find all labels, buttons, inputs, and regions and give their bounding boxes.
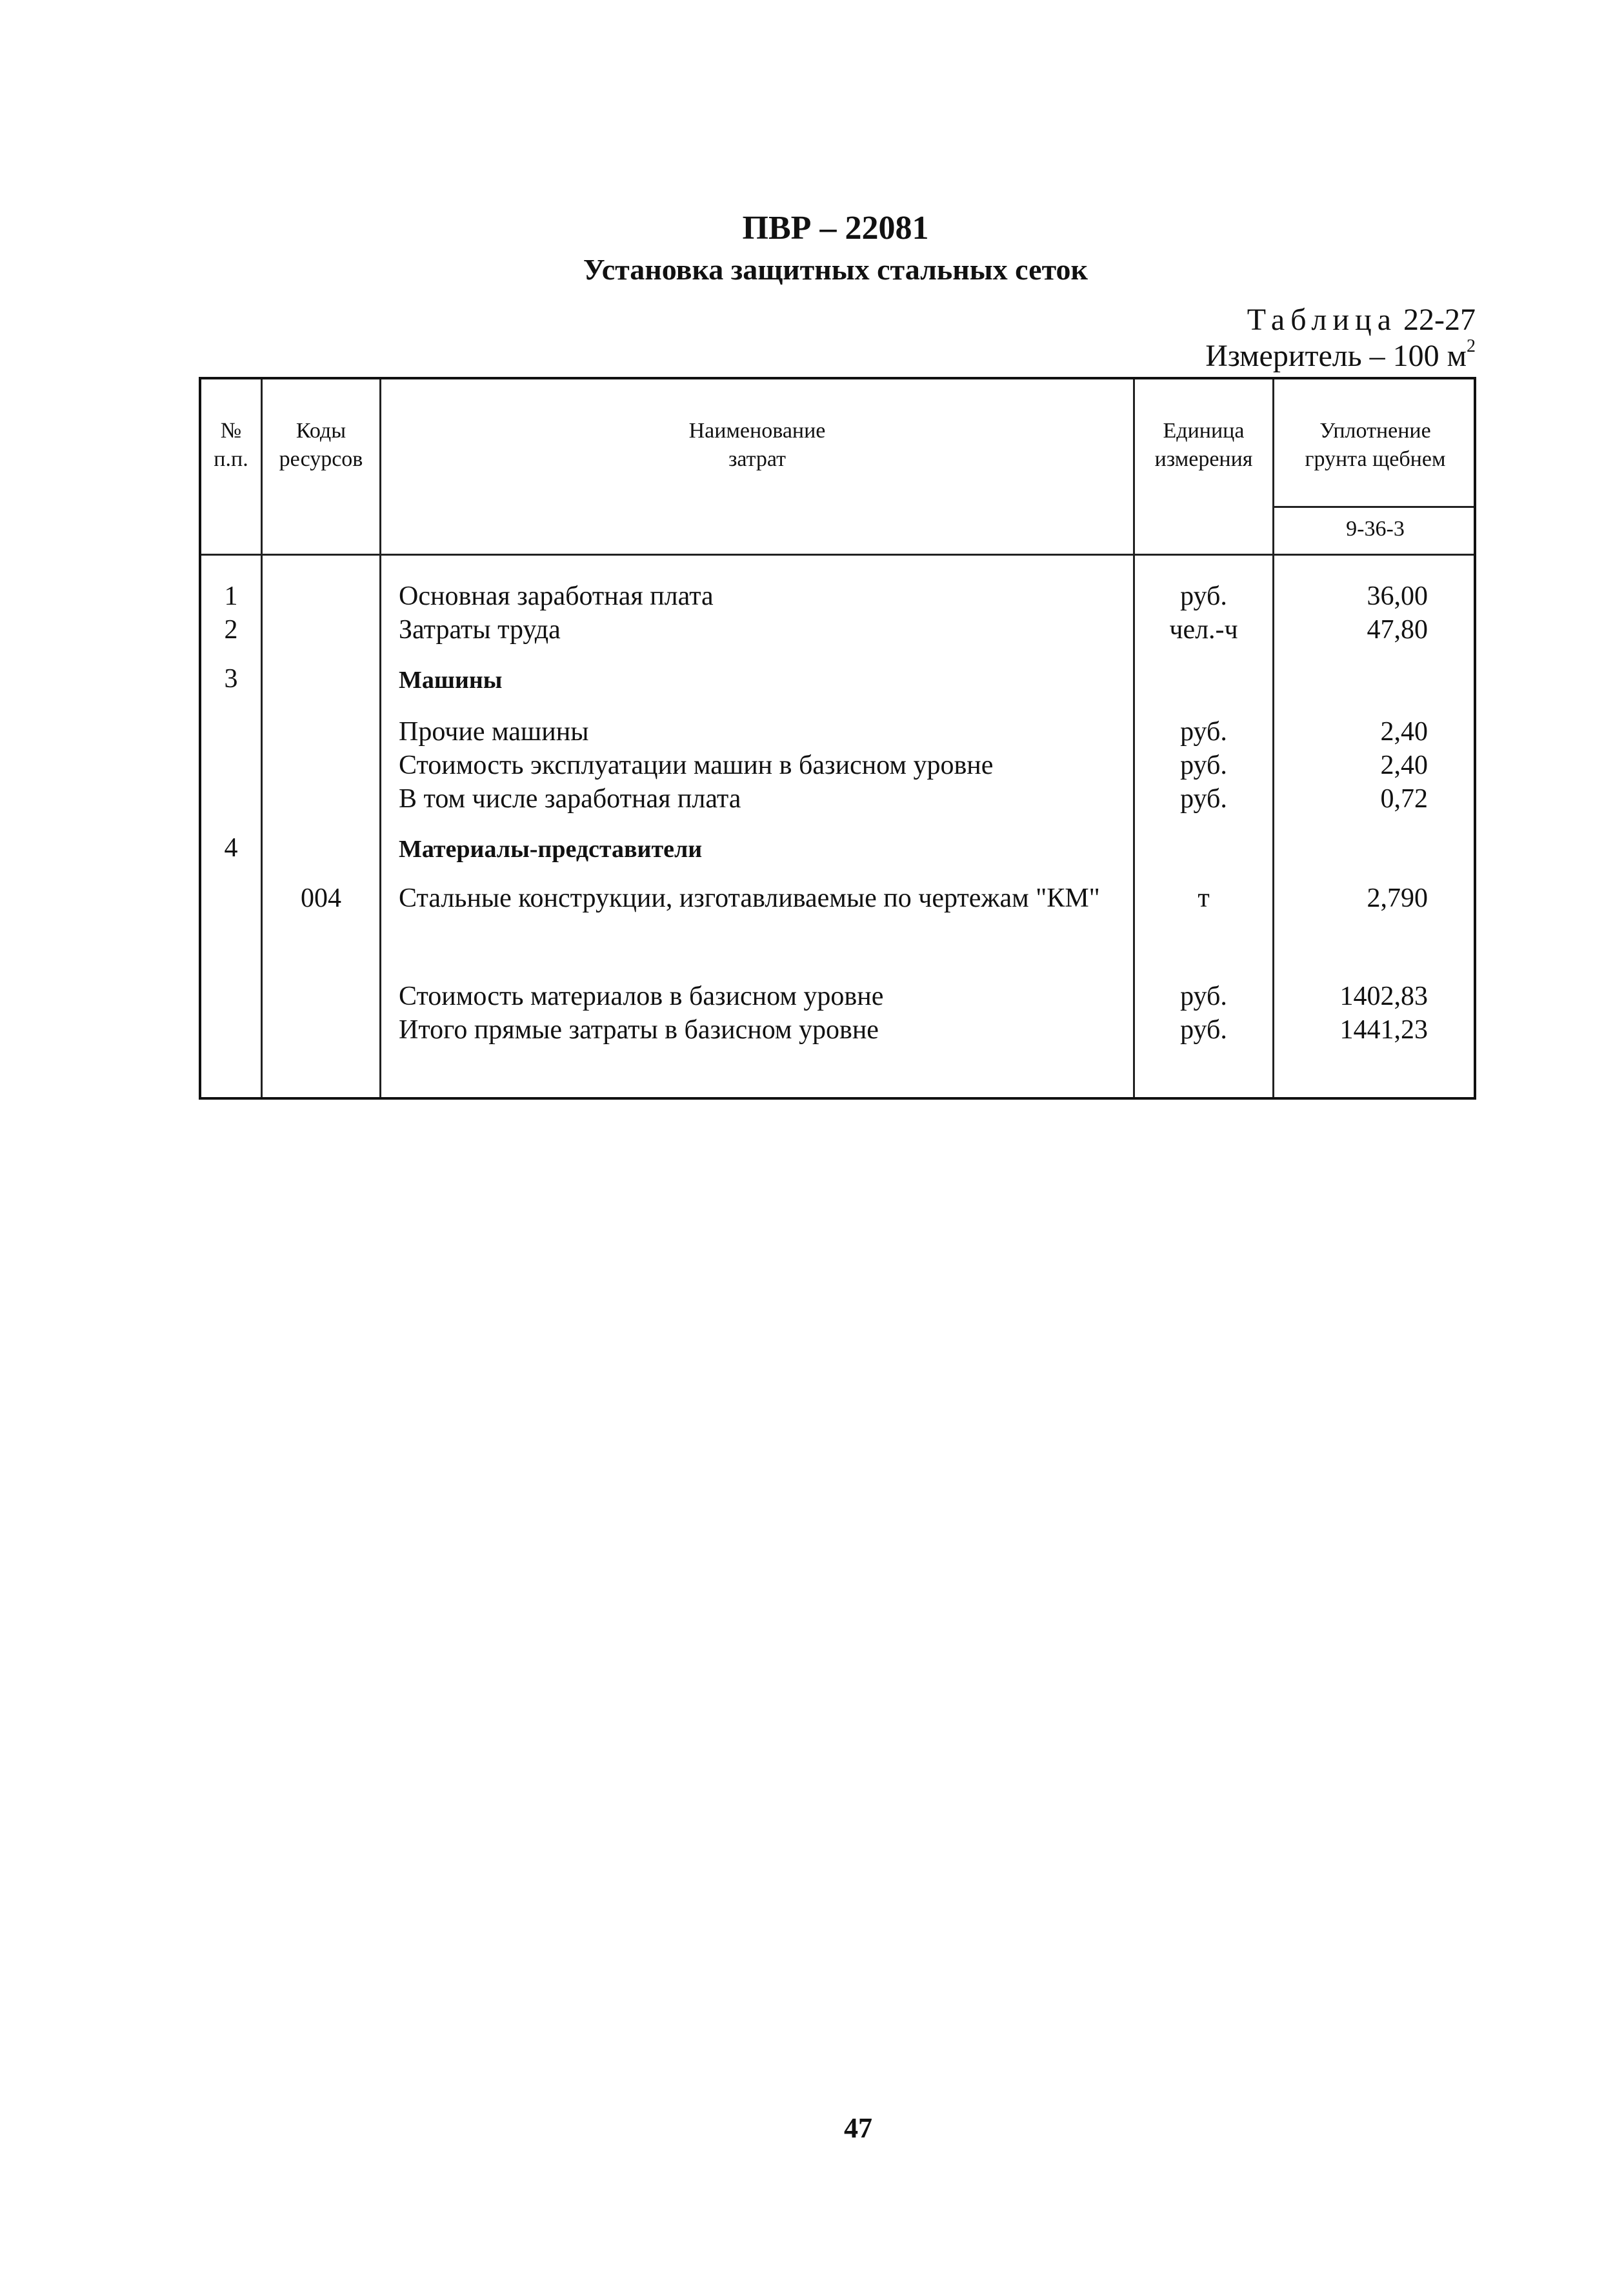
header-work: Уплотнение грунта щебнем	[1305, 419, 1446, 471]
document-title: Установка защитных стальных сеток	[583, 253, 1088, 286]
row-value: 47,80	[1367, 615, 1428, 645]
row-name: Стоимость эксплуатации машин в базисном уровне	[399, 751, 994, 780]
work-code-divider	[1272, 506, 1474, 508]
row-unit: чел.-ч	[1169, 615, 1238, 645]
row-unit: руб.	[1180, 1015, 1227, 1045]
column-divider	[379, 379, 381, 1097]
row-value: 2,790	[1367, 883, 1428, 913]
table-word: Таблица	[1247, 303, 1398, 337]
row-unit: руб.	[1180, 982, 1227, 1011]
row-value: 36,00	[1367, 581, 1428, 611]
row-number: 3	[224, 664, 238, 694]
row-unit: руб.	[1180, 581, 1227, 611]
header-work-code: 9-36-3	[1346, 517, 1405, 541]
row-value: 1441,23	[1339, 1015, 1428, 1045]
measure-power: 2	[1467, 336, 1476, 356]
row-unit: руб.	[1180, 751, 1227, 780]
row-number: 2	[224, 615, 238, 645]
section-heading: Машины	[399, 667, 503, 694]
row-number: 4	[224, 833, 238, 863]
row-unit: руб.	[1180, 784, 1227, 814]
header-bottom-line	[201, 554, 1474, 556]
row-value: 2,40	[1380, 717, 1428, 747]
measure-label: Измеритель – 100 м	[1205, 339, 1467, 373]
table-caption	[1205, 302, 1476, 374]
row-name: Прочие машины	[399, 717, 589, 747]
row-unit: руб.	[1180, 717, 1227, 747]
row-name: Стоимость материалов в базисном уровне	[399, 982, 884, 1011]
row-value: 1402,83	[1339, 982, 1428, 1011]
header-num: № п.п.	[214, 419, 248, 471]
section-heading: Материалы-представители	[399, 836, 703, 863]
row-name: В том числе заработная плата	[399, 784, 741, 814]
header-codes: Коды ресурсов	[279, 419, 363, 471]
column-divider	[261, 379, 263, 1097]
document-code: ПВР – 22081	[742, 210, 929, 247]
row-value: 0,72	[1380, 784, 1428, 814]
row-number: 1	[224, 581, 238, 611]
table-number: 22-27	[1403, 303, 1476, 337]
row-name: Стальные конструкции, изготавливаемые по чертежам "КМ"	[399, 883, 1100, 913]
resource-code: 004	[301, 883, 341, 913]
header-unit: Единица измерения	[1154, 419, 1253, 471]
row-name: Итого прямые затраты в базисном уровне	[399, 1015, 879, 1045]
page-number: 47	[844, 2112, 872, 2144]
row-unit: т	[1198, 883, 1210, 913]
row-name: Затраты труда	[399, 615, 561, 645]
header-name: Наименование затрат	[688, 419, 826, 471]
resource-table	[199, 377, 1476, 1100]
row-name: Основная заработная плата	[399, 581, 714, 611]
row-value: 2,40	[1380, 751, 1428, 780]
